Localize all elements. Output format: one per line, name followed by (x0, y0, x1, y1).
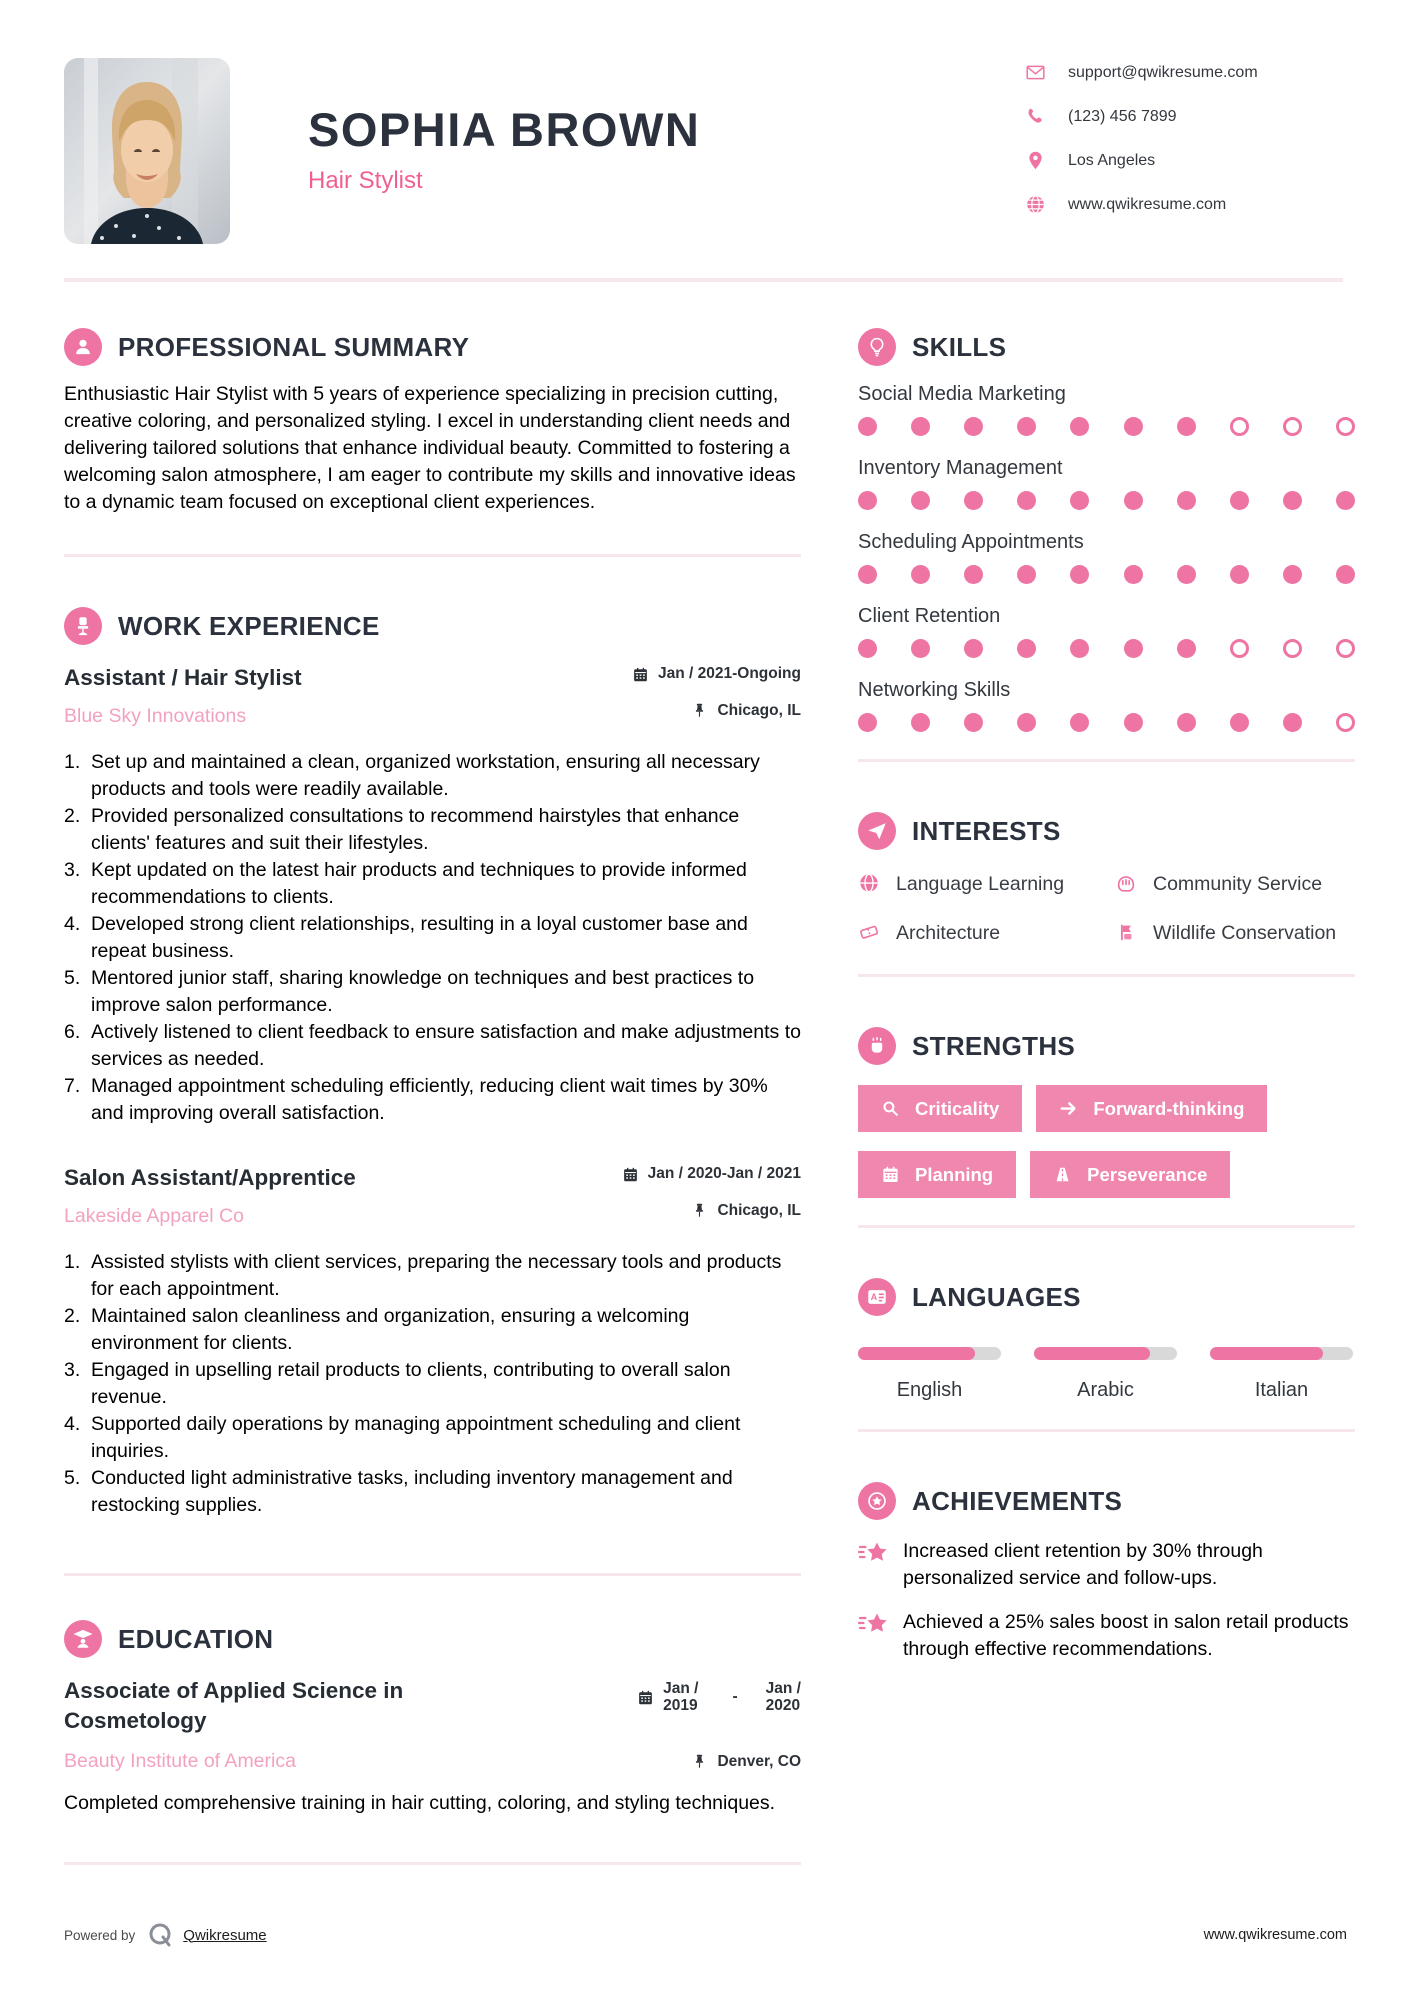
skill-name: Inventory Management (858, 457, 1063, 479)
language-item (858, 1347, 1001, 1402)
job-bullet (64, 857, 801, 911)
job-bullet (64, 1249, 801, 1303)
pushpin-icon (691, 1753, 708, 1770)
calendar-icon (881, 1165, 900, 1184)
skill-dot-empty (1230, 639, 1249, 658)
header-divider (64, 278, 1343, 282)
interests-heading: INTERESTS (912, 815, 1061, 846)
job-location (691, 702, 801, 720)
header (0, 0, 1407, 244)
summary-heading: PROFESSIONAL SUMMARY (118, 331, 470, 362)
fist-icon (858, 1027, 896, 1065)
language-bar-fill (858, 1347, 975, 1360)
skill-dot-filled (964, 639, 983, 658)
job-title: Assistant / Hair Stylist (64, 665, 302, 690)
bullet-number: 1. (64, 751, 81, 773)
degree-name: Associate of Applied Science in Cosmetology (64, 1678, 404, 1733)
footer-website: www.qwikresume.com (1203, 1927, 1347, 1943)
bullet-number: 3. (64, 1359, 81, 1381)
skill-row (858, 605, 1355, 658)
jobs-list (64, 665, 801, 1519)
skill-dots (858, 639, 1355, 658)
skill-dot-filled (1070, 417, 1089, 436)
skill-row (858, 679, 1355, 732)
contact-block (1025, 58, 1343, 244)
interest-item (858, 920, 1115, 947)
bullet-text: Maintained salon cleanliness and organization, ensuring a welcoming environment for clients. (91, 1305, 690, 1354)
lightbulb-icon (858, 328, 896, 366)
strength-badge (858, 1151, 1016, 1198)
arrow-right-icon (1059, 1099, 1078, 1118)
candidate-title: Hair Stylist (308, 167, 423, 194)
left-column (64, 328, 801, 1865)
job-bullet (64, 1465, 801, 1519)
bullet-text: Supported daily operations by managing appointment scheduling and client inquiries. (91, 1413, 741, 1462)
interest-label: Community Service (1153, 873, 1323, 895)
skill-dots (858, 713, 1355, 732)
skill-dot-empty (1336, 639, 1355, 658)
education-dates (637, 1680, 801, 1714)
date-end-year: 2020 (765, 1697, 801, 1714)
interest-item (858, 871, 1115, 898)
interests-section-header (858, 812, 1355, 850)
strength-badge (858, 1085, 1022, 1132)
skill-dot-filled (1124, 639, 1143, 658)
interest-item (1115, 871, 1355, 898)
strength-label: Forward-thinking (1093, 1097, 1245, 1119)
bullet-number: 4. (64, 1413, 81, 1435)
languages-heading: LANGUAGES (912, 1281, 1081, 1312)
strength-label: Planning (915, 1163, 994, 1185)
date-start-month: Jan / (663, 1680, 699, 1697)
profile-photo (64, 58, 230, 244)
location-icon (1025, 150, 1046, 171)
bullet-number: 1. (64, 1251, 81, 1273)
skill-dots (858, 491, 1355, 510)
job-dates-text: Jan / 2021-Ongoing (658, 665, 801, 682)
language-bar-fill (1034, 1347, 1150, 1360)
skill-dots (858, 565, 1355, 584)
bullet-number: 4. (64, 913, 81, 935)
translate-icon (858, 1278, 896, 1316)
job-bullet (64, 1019, 801, 1073)
contact-row (1025, 106, 1343, 127)
skill-name: Client Retention (858, 605, 1001, 627)
skill-name: Social Media Marketing (858, 383, 1066, 405)
job-dates (622, 1165, 801, 1183)
skill-dot-filled (1177, 417, 1196, 436)
skill-dot-filled (964, 417, 983, 436)
phone-icon (1025, 106, 1046, 127)
company-name: Blue Sky Innovations (64, 705, 247, 727)
powered-by-label: Powered by (64, 1927, 136, 1943)
skill-row (858, 383, 1355, 436)
skill-dot-filled (1230, 713, 1249, 732)
language-name: Italian (1254, 1379, 1309, 1401)
skill-row (858, 531, 1355, 584)
contact-text: (123) 456 7899 (1068, 107, 1177, 125)
star-burst-icon (858, 1540, 890, 1567)
bullet-number: 7. (64, 1075, 81, 1097)
job-location-text: Chicago, IL (717, 1201, 801, 1219)
language-item (1210, 1347, 1353, 1402)
divider (64, 1573, 801, 1576)
skill-dot-filled (858, 639, 877, 658)
identity-block (308, 58, 700, 244)
achievements-list (858, 1538, 1355, 1663)
skill-dot-filled (1336, 565, 1355, 584)
skill-name: Scheduling Appointments (858, 531, 1084, 553)
graduation-icon (64, 1620, 102, 1658)
divider (858, 1429, 1355, 1432)
skill-name: Networking Skills (858, 679, 1011, 701)
achievements-heading: ACHIEVEMENTS (912, 1485, 1123, 1516)
strengths-badges (858, 1085, 1355, 1198)
bullet-number: 3. (64, 859, 81, 881)
skill-dot-filled (858, 417, 877, 436)
skill-dot-filled (1070, 713, 1089, 732)
skill-dot-filled (1017, 565, 1036, 584)
skill-dot-filled (1017, 639, 1036, 658)
hand-icon (1115, 872, 1137, 894)
skill-dot-empty (1336, 713, 1355, 732)
language-item (1034, 1347, 1177, 1402)
language-name: English (896, 1379, 963, 1401)
right-column (858, 328, 1355, 1865)
education-sub-row (64, 1750, 801, 1773)
qwikresume-logo-icon (148, 1922, 174, 1948)
skill-dot-filled (1124, 713, 1143, 732)
skill-dot-filled (911, 639, 930, 658)
divider (858, 974, 1355, 977)
skill-dot-filled (964, 565, 983, 584)
language-bar-track (1034, 1347, 1177, 1360)
globe2-icon (858, 872, 880, 894)
bullet-number: 2. (64, 805, 81, 827)
date-end (766, 1680, 801, 1714)
skill-dots (858, 417, 1355, 436)
bullet-text: Assisted stylists with client services, preparing the necessary tools and products for each appointment. (91, 1251, 782, 1300)
contact-row (1025, 194, 1343, 215)
strength-label: Criticality (915, 1097, 1000, 1119)
interest-label: Language Learning (896, 873, 1065, 895)
skill-dot-filled (858, 713, 877, 732)
skill-dot-filled (1017, 491, 1036, 510)
skill-dot-empty (1230, 417, 1249, 436)
skill-dot-filled (911, 565, 930, 584)
achievement-item (858, 1538, 1355, 1592)
contact-text: support@qwikresume.com (1068, 63, 1258, 81)
skill-dot-filled (911, 417, 930, 436)
star-burst-icon (858, 1611, 890, 1638)
divider (858, 759, 1355, 762)
work-section-header (64, 607, 801, 645)
email-icon (1025, 62, 1046, 83)
job-bullet (64, 911, 801, 965)
pushpin-icon (691, 702, 708, 719)
language-name: Arabic (1077, 1379, 1134, 1401)
paper-plane-icon (858, 812, 896, 850)
date-start (663, 1680, 698, 1714)
interest-item (1115, 920, 1355, 947)
interests-list (858, 871, 1355, 947)
skill-dot-filled (1177, 491, 1196, 510)
skill-dot-filled (1124, 565, 1143, 584)
skill-dot-empty (1283, 417, 1302, 436)
education-heading: EDUCATION (118, 1623, 274, 1654)
skill-dot-filled (1017, 417, 1036, 436)
skill-dot-filled (1230, 491, 1249, 510)
job-entry (64, 665, 801, 1127)
skill-dot-filled (1230, 565, 1249, 584)
job-bullet (64, 1303, 801, 1357)
skill-dot-filled (911, 713, 930, 732)
bullet-text: Kept updated on the latest hair products and techniques to provide informed recommendations to clients. (91, 859, 747, 908)
skill-dot-filled (1017, 713, 1036, 732)
achievements-section-header (858, 1482, 1355, 1520)
skill-row (858, 457, 1355, 510)
achievement-item (858, 1609, 1355, 1663)
road-icon (1053, 1165, 1072, 1184)
skill-dot-filled (1070, 639, 1089, 658)
strengths-section-header (858, 1027, 1355, 1065)
magnifier-icon (881, 1099, 900, 1118)
company-name: Lakeside Apparel Co (64, 1205, 244, 1227)
language-bar-fill (1210, 1347, 1323, 1360)
bullet-text: Mentored junior staff, sharing knowledge on techniques and best practices to improve salon performance. (91, 967, 755, 1016)
badge-row (858, 1085, 1355, 1132)
skill-dot-filled (964, 713, 983, 732)
person-icon (64, 328, 102, 366)
job-location (691, 1202, 801, 1220)
date-end-month: Jan / (765, 1680, 801, 1697)
bullet-text: Managed appointment scheduling efficiently, reducing client wait times by 30% and improving overall satisfaction. (91, 1075, 768, 1124)
skill-dot-filled (1177, 713, 1196, 732)
interest-label: Architecture (896, 922, 1001, 944)
skill-dot-filled (1283, 565, 1302, 584)
skill-dot-filled (1070, 491, 1089, 510)
education-location-text: Denver, CO (717, 1752, 801, 1770)
job-dates-text: Jan / 2020-Jan / 2021 (647, 1165, 801, 1182)
job-head-row (64, 1165, 801, 1191)
badge-row (858, 1151, 1355, 1198)
job-bullet (64, 965, 801, 1019)
contact-text: Los Angeles (1068, 151, 1156, 169)
skills-list (858, 383, 1355, 732)
school-name: Beauty Institute of America (64, 1750, 296, 1772)
divider (858, 1225, 1355, 1228)
bullet-number: 5. (64, 967, 81, 989)
date-start-year: 2019 (663, 1697, 698, 1714)
date-separator: - (732, 1688, 738, 1705)
interest-label: Wildlife Conservation (1153, 922, 1337, 944)
education-head-row (64, 1658, 801, 1736)
education-location (691, 1753, 801, 1771)
svg-text:A: A (870, 1292, 878, 1303)
profile-photo-image (64, 58, 230, 244)
skill-dot-filled (1283, 713, 1302, 732)
job-bullet (64, 1073, 801, 1127)
skill-dot-filled (1070, 565, 1089, 584)
summary-text: Enthusiastic Hair Stylist with 5 years of experience specializing in precision cutting, creative coloring, and personalized styling. I excel in understanding client needs and delivering tailored solutions that enhance individual beauty. Committed to fostering a welcoming salon atmosphere, I am eager to contribute my skills and innovative ideas to a dynamic team focused on exceptional client experiences. (64, 383, 796, 513)
skill-dot-empty (1283, 639, 1302, 658)
education-section-header (64, 1620, 801, 1658)
job-sub-row (64, 693, 801, 728)
skill-dot-filled (1124, 417, 1143, 436)
calendar-icon (637, 1689, 654, 1706)
pushpin-icon (691, 1202, 708, 1219)
bullet-text: Developed strong client relationships, resulting in a loyal customer base and repeat business. (91, 913, 748, 962)
content-columns (0, 328, 1407, 1865)
strength-badge (1030, 1151, 1230, 1198)
candidate-name: SOPHIA BROWN (308, 103, 701, 156)
summary-section-header (64, 328, 801, 366)
bullet-text: Engaged in upselling retail products to clients, contributing to overall salon revenue. (91, 1359, 731, 1408)
divider (64, 1862, 801, 1865)
achievement-text: Increased client retention by 30% through personalized service and follow-ups. (903, 1540, 1263, 1589)
languages-list (858, 1347, 1355, 1402)
bullet-text: Set up and maintained a clean, organized workstation, ensuring all necessary products and tools were readily available. (91, 751, 760, 800)
strength-badge (1036, 1085, 1267, 1132)
skills-heading: SKILLS (912, 331, 1007, 362)
wildlife-icon (1115, 921, 1137, 943)
contact-text: www.qwikresume.com (1068, 195, 1227, 213)
skill-dot-filled (1177, 565, 1196, 584)
language-bar-track (858, 1347, 1001, 1360)
skill-dot-empty (1336, 417, 1355, 436)
bullet-text: Conducted light administrative tasks, including inventory management and restocking supplies. (91, 1467, 733, 1516)
job-entry (64, 1165, 801, 1519)
job-sub-row (64, 1193, 801, 1228)
contact-row (1025, 62, 1343, 83)
job-dates (632, 665, 801, 683)
skills-section-header (858, 328, 1355, 366)
bullet-text: Actively listened to client feedback to ensure satisfaction and make adjustments to services as needed. (91, 1021, 801, 1070)
job-bullets (64, 749, 801, 1127)
contact-row (1025, 150, 1343, 171)
footer (64, 1922, 1347, 1948)
skill-dot-filled (858, 491, 877, 510)
globe-icon (1025, 194, 1046, 215)
calendar-dark-icon (622, 1166, 639, 1183)
bullet-number: 2. (64, 1305, 81, 1327)
skill-dot-filled (1336, 491, 1355, 510)
ticket-icon (858, 921, 880, 943)
strengths-heading: STRENGTHS (912, 1030, 1076, 1061)
bullet-number: 5. (64, 1467, 81, 1489)
job-bullet (64, 803, 801, 857)
strength-label: Perseverance (1087, 1163, 1208, 1185)
medal-icon (858, 1482, 896, 1520)
job-bullet (64, 749, 801, 803)
skill-dot-filled (858, 565, 877, 584)
bullet-text: Provided personalized consultations to recommend hairstyles that enhance clients' features and suit their lifestyles. (91, 805, 740, 854)
skill-dot-filled (911, 491, 930, 510)
qwikresume-link[interactable]: Qwikresume (183, 1926, 267, 1944)
bullet-number: 6. (64, 1021, 81, 1043)
languages-section-header (858, 1278, 1355, 1316)
office-chair-icon (64, 607, 102, 645)
skill-dot-filled (1124, 491, 1143, 510)
language-bar-track (1210, 1347, 1353, 1360)
skill-dot-filled (964, 491, 983, 510)
job-bullet (64, 1411, 801, 1465)
education-description: Completed comprehensive training in hair cutting, coloring, and styling techniques. (64, 1792, 776, 1814)
job-bullets (64, 1249, 801, 1519)
job-head-row (64, 665, 801, 691)
skill-dot-filled (1177, 639, 1196, 658)
skill-dot-filled (1283, 491, 1302, 510)
job-bullet (64, 1357, 801, 1411)
achievement-text: Achieved a 25% sales boost in salon retail products through effective recommendations. (903, 1611, 1349, 1660)
job-title: Salon Assistant/Apprentice (64, 1165, 356, 1190)
divider (64, 554, 801, 557)
work-heading: WORK EXPERIENCE (118, 610, 380, 641)
calendar-dark-icon (632, 666, 649, 683)
job-location-text: Chicago, IL (717, 701, 801, 719)
